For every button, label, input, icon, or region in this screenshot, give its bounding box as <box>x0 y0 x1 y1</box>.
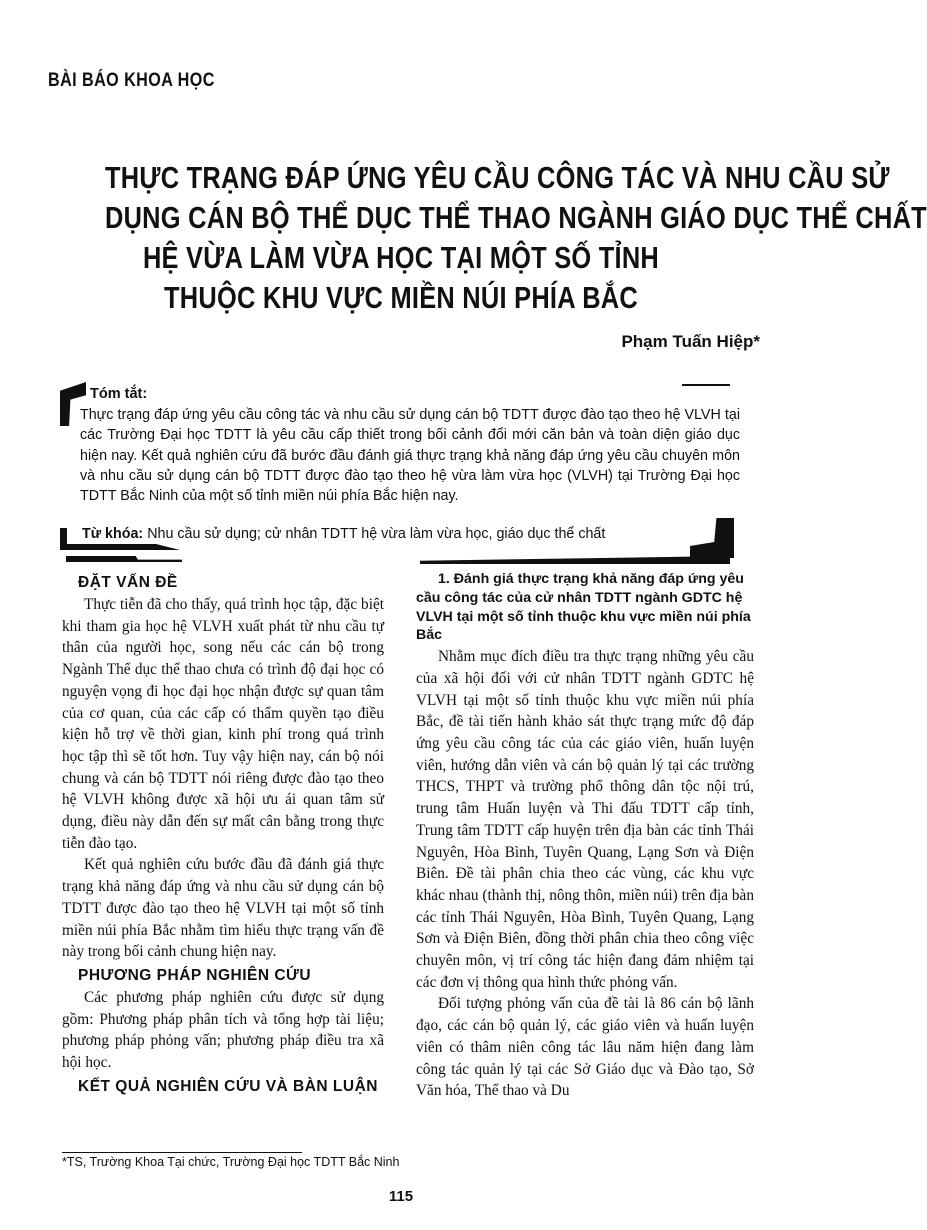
title-line: HỆ VỪA LÀM VỪA HỌC TẠI MỘT SỐ TỈNH <box>142 240 660 275</box>
page-number: 115 <box>388 1188 414 1205</box>
right-column <box>416 570 754 1102</box>
title-line: THỰC TRẠNG ĐÁP ỨNG YÊU CẦU CÔNG TÁC VÀ NHU CẦU SỬ <box>104 160 890 195</box>
footnote-rule <box>62 1152 302 1153</box>
keywords-label: Từ khóa: <box>82 526 144 542</box>
title-line: THUỘC KHU VỰC MIỀN NÚI PHÍA BẮC <box>163 280 639 315</box>
corner-ornament-top-right <box>682 384 730 386</box>
paragraph: Kết quả nghiên cứu bước đầu đã đánh giá thực trạng khả năng đáp ứng và nhu cầu sử dụng cán bộ TDTT được đào tạo theo hệ VLVH tại một số tỉnh miền núi phía Bắc nhằm tìm hiểu thực trạng vấn đề này trong bối cảnh chung hiện nay. <box>62 856 384 961</box>
heading-results: KẾT QUẢ NGHIÊN CỨU VÀ BÀN LUẬN <box>78 1077 378 1095</box>
footnote: *TS, Trường Khoa Tại chức, Trường Đại học TDTT Bắc Ninh <box>62 1155 400 1169</box>
heading-methods: PHƯƠNG PHÁP NGHIÊN CỨU <box>78 966 312 984</box>
abstract-text: Thực trạng đáp ứng yêu cầu công tác và nhu cầu sử dụng cán bộ TDTT được đào tạo theo hệ VLVH tại các Trường Đại học TDTT là yêu cầu cấp thiết trong bối cảnh đổi mới căn bản và toàn diện giáo dục hiện nay. Kết quả nghiên cứu đã bước đầu đánh giá thực trạng khả năng đáp ứng yêu cầu chuyên môn và nhu cầu sử dụng cán bộ TDTT được đào tạo theo hệ vừa làm vừa học (VLVH) tại Trường Đại học TDTT Bắc Ninh của một số tỉnh miền núi phía Bắc hiện nay. <box>80 407 740 505</box>
paragraph: Đối tượng phỏng vấn của đề tài là 86 cán bộ lãnh đạo, các cán bộ quản lý, các giáo viên và huấn luyện viên có thâm niên công tác lâu năm hiện đang làm công tác quản lý tại các Sở Giáo dục và Đào tạo, Sở Văn hóa, Thể thao và Du <box>416 995 754 1100</box>
heading-introduction: ĐẶT VẤN ĐỀ <box>78 574 178 591</box>
subheading-1: 1. Đánh giá thực trạng khả năng đáp ứng yêu cầu công tác của cử nhân TDTT ngành GDTC hệ VLVH tại một số tỉnh thuộc khu vực miền núi phía Bắc <box>416 571 751 644</box>
keywords <box>82 526 722 542</box>
author-name: Phạm Tuấn Hiệp* <box>621 332 760 351</box>
paragraph: Nhằm mục đích điều tra thực trạng những yêu cầu của xã hội đối với cử nhân TDTT ngành GDTC hệ VLVH tại một số tỉnh thuộc khu vực miền núi phía Bắc, đề tài tiến hành khảo sát thực trạng mức độ đáp ứng yêu cầu công tác của các giáo viên, huấn luyện viên, hướng dẫn viên và cán bộ quản lý tại các trường THCS, THPT và trường phổ thông dân tộc nội trú, trung tâm Huấn luyện và Thi đấu TDTT cấp tỉnh, Trung tâm TDTT cấp huyện trên địa bàn các tỉnh Thái Nguyên, Hòa Bình, Tuyên Quang, Lạng Sơn và Điện Biên. Đề tài phân chia theo các vùng, các khu vực khác nhau (thành thị, nông thôn, miền núi) trên địa bàn các tỉnh Thái Nguyên, Hòa Bình, Tuyên Quang, Lạng Sơn và Điện Biên, đồng thời phân chia theo công việc chuyên môn, vị trí công tác hiện đang đảm nhiệm tại các đơn vị thông qua hình thức phỏng vấn. <box>416 648 754 991</box>
paragraph: Các phương pháp nghiên cứu được sử dụng gồm: Phương pháp phân tích và tổng hợp tài liệu; phương pháp phỏng vấn; phương pháp điều tra xã hội học. <box>62 988 384 1072</box>
abstract-heading: Tóm tắt: <box>90 386 148 402</box>
section-label: BÀI BÁO KHOA HỌC <box>48 70 215 91</box>
abstract-box <box>60 372 750 572</box>
title-line: DỤNG CÁN BỘ THỂ DỤC THỂ THAO NGÀNH GIÁO DỤC THỂ CHẤT <box>104 200 927 235</box>
keywords-text: Nhu cầu sử dụng; cử nhân TDTT hệ vừa làm vừa học, giáo dục thể chất <box>147 526 606 542</box>
left-column <box>62 570 384 1098</box>
paragraph: Thực tiễn đã cho thấy, quá trình học tập, đặc biệt khi tham gia học hệ VLVH xuất phát từ nhu cầu tự thân của người học, song nếu các cán bộ trong Ngành Thể dục thể thao chưa có trình độ đại học có nguyện vọng đi học đại học nhận được sự quan tâm của cơ quan, của các cấp có thẩm quyền tạo điều kiện hỗ trợ về thời gian, kinh phí trong quá trình học tập thì sẽ tốt hơn. Tuy vậy hiện nay, cán bộ nói chung và cán bộ TDTT nói riêng được đào tạo theo hệ VLVH không được xã hội ưu ái quan tâm sử dụng, điều này dẫn đến sự mất cân bằng trong thực tiễn đào tạo. <box>62 596 384 852</box>
article-title <box>40 158 927 318</box>
